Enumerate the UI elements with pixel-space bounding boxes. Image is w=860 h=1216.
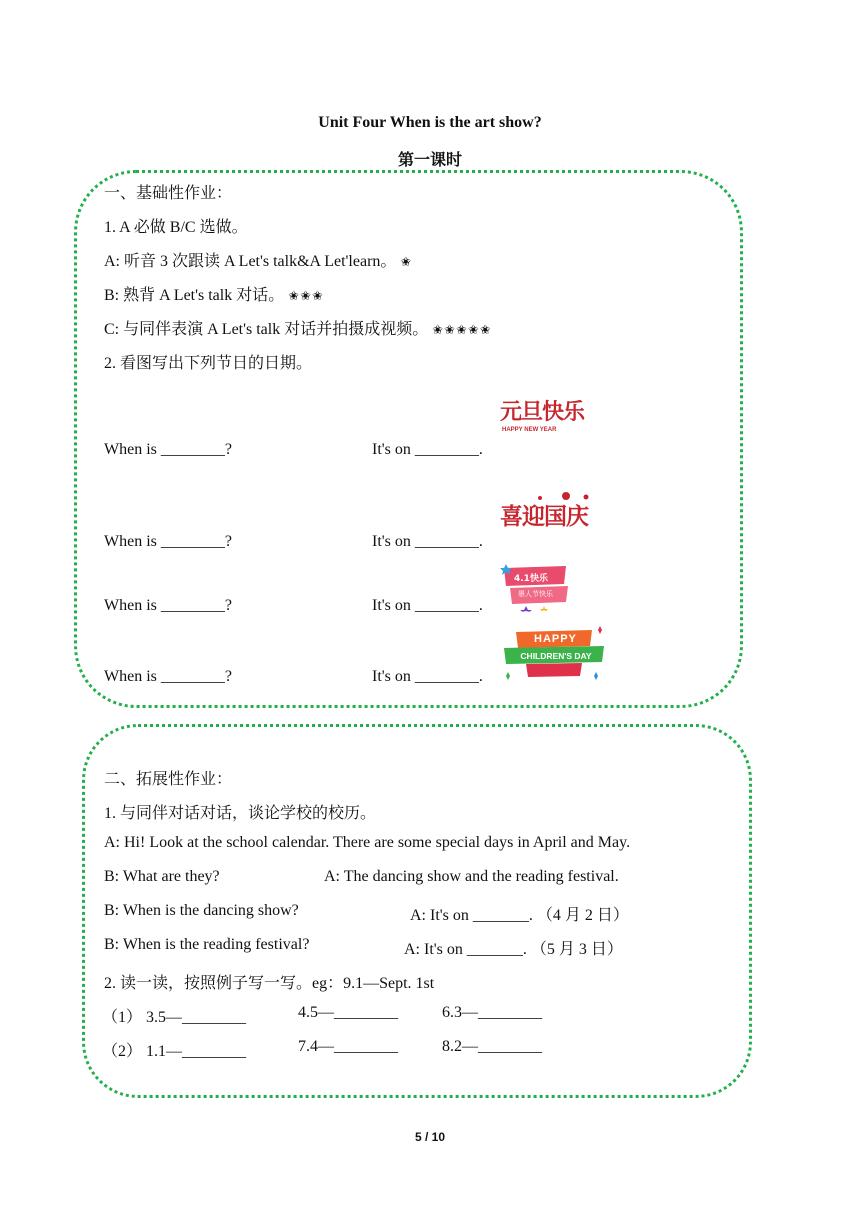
section2-item1: 1. 与同伴对话对话，谈论学校的校历。 (104, 805, 377, 822)
section1-item-c (104, 316, 492, 339)
dialogue-line: A: The dancing show and the reading festival. (324, 868, 619, 885)
answer-line: It's on ________. (372, 597, 483, 614)
childrens-day-badge-text: HAPPY (534, 633, 577, 645)
childrens-day-badge-sub: CHILDREN'S DAY (520, 651, 592, 661)
new-year-badge-text: 元旦快乐 (500, 400, 585, 425)
dialogue-line: B: What are they? (104, 868, 220, 885)
national-day-badge (500, 490, 606, 528)
dialogue-line: A: It's on _______. （4 月 2 日） (410, 907, 629, 924)
star-icon: ✬ (400, 254, 413, 269)
exercise-line: 6.3—________ (442, 1004, 542, 1021)
ribbon-icon (500, 562, 572, 612)
april-fools-badge (500, 562, 572, 612)
exercise-line: （2） 1.1—________ (102, 1043, 247, 1060)
exercise-line: 8.2—________ (442, 1038, 542, 1055)
item-a-text: A: 听音 3 次跟读 A Let's talk&A Let'learn。 (104, 253, 397, 270)
childrens-day-badge (500, 626, 608, 682)
answer-line: It's on ________. (372, 441, 483, 458)
new-year-badge-sub: HAPPY NEW YEAR (502, 427, 557, 433)
section2-item2: 2. 读一读，按照例子写一写。eg：9.1—Sept. 1st (104, 975, 435, 992)
question-line: When is ________? (104, 441, 232, 458)
question-line: When is ________? (104, 533, 232, 550)
national-day-badge-text: 喜迎国庆 (500, 504, 588, 530)
exercise-line: （1） 3.5—________ (102, 1009, 247, 1026)
item-c-text: C: 与同伴表演 A Let's talk 对话并拍摄成视频。 (104, 321, 429, 338)
page-title: Unit Four When is the art show? (318, 114, 542, 131)
answer-line: It's on ________. (372, 668, 483, 685)
section1-item-a (104, 248, 412, 271)
section2-heading: 二、拓展性作业： (104, 771, 233, 788)
page-subtitle: 第一课时 (397, 152, 462, 169)
april-fools-badge-text: 4.1快乐 (514, 574, 548, 584)
question-line: When is ________? (104, 668, 232, 685)
new-year-badge (500, 400, 592, 440)
page-number: 5 / 10 (414, 1130, 446, 1144)
star-icon: ✬✬✬ (288, 288, 324, 303)
section1-item2: 2. 看图写出下列节日的日期。 (104, 355, 313, 372)
section1-item-b (104, 282, 324, 305)
exercise-line: 7.4—________ (298, 1038, 398, 1055)
dialogue-line: A: It's on _______. （5 月 3 日） (404, 941, 623, 958)
dialogue-line: B: When is the dancing show? (104, 902, 299, 919)
section1-item1: 1. A 必做 B/C 选做。 (104, 219, 248, 236)
april-fools-badge-sub: 愚人节快乐 (518, 590, 553, 598)
dialogue-line: B: When is the reading festival? (104, 936, 310, 953)
dialogue-line: A: Hi! Look at the school calendar. There are some special days in April and May. (104, 834, 631, 851)
item-b-text: B: 熟背 A Let's talk 对话。 (104, 287, 285, 304)
question-line: When is ________? (104, 597, 232, 614)
star-icon: ✬✬✬✬✬ (432, 322, 492, 337)
exercise-line: 4.5—________ (298, 1004, 398, 1021)
answer-line: It's on ________. (372, 533, 483, 550)
section1-heading: 一、基础性作业： (104, 185, 233, 202)
